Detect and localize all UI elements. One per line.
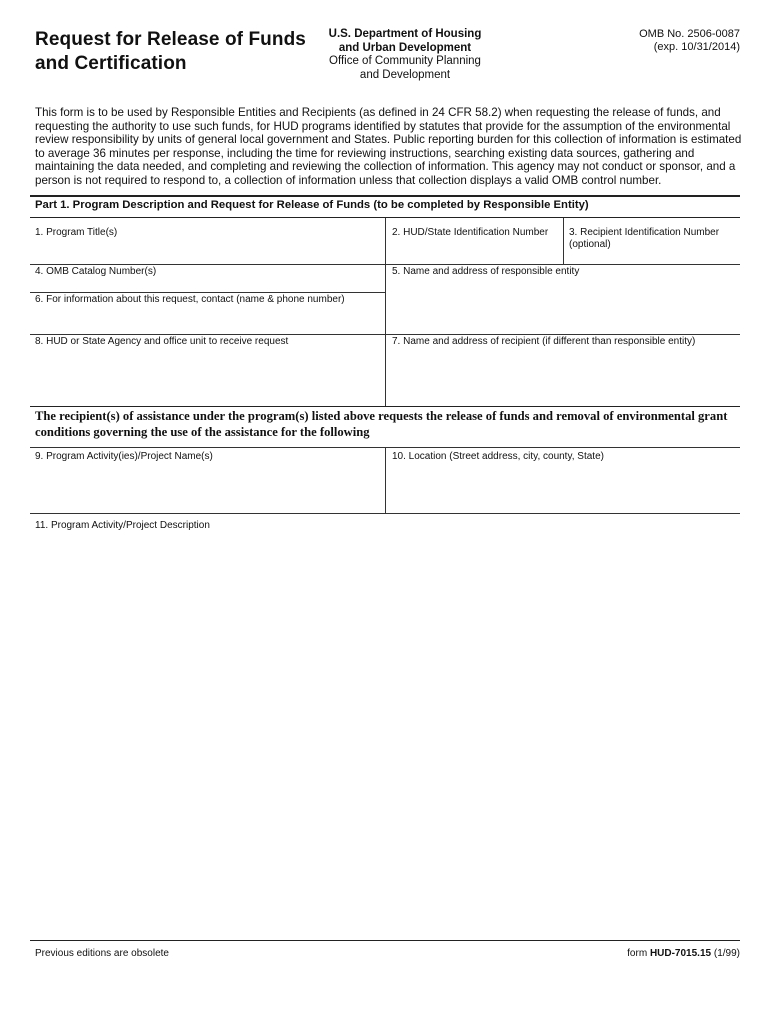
omb-catalog-field[interactable] <box>31 278 384 291</box>
field-11-label: 11. Program Activity/Project Description <box>35 520 210 531</box>
field-3-label-line1: 3. Recipient Identification Number <box>569 227 720 238</box>
field-3-label-line2: (optional) <box>569 239 611 250</box>
part1-heading: Part 1. Program Description and Request for Release of Funds (to be completed by Responsible Entity) <box>35 199 589 211</box>
project-description-field[interactable] <box>31 535 739 939</box>
footer-rule <box>30 940 740 941</box>
responsible-entity-field[interactable] <box>386 280 739 333</box>
recipient-address-field[interactable] <box>386 350 739 405</box>
contact-field[interactable] <box>31 307 384 333</box>
agency-line-3: Office of Community Planning <box>329 55 481 67</box>
agency-block <box>305 28 505 82</box>
hud-state-id-field[interactable] <box>386 240 562 263</box>
field-8-label: 8. HUD or State Agency and office unit to receive request <box>35 336 289 347</box>
omb-number: OMB No. 2506-0087 <box>639 28 740 40</box>
intro-paragraph: This form is to be used by Responsible Entities and Recipients (as defined in 24 CFR 58.2) when requesting the release of funds, and requesting the authority to use such funds, for HUD programs identified by statutes that provide for the assumption of the environmental review responsibility by units of general local government and States. Public reporting burden for this collection of information is estimated to average 36 minutes per response, including the time for reviewing instructions, searching existing data sources, gathering and maintaining the data needed, and completing and reviewing the collection of information. This agency may not conduct or sponsor, and a person is not required to respond to, a collection of information unless that collection displays a valid OMB control number. <box>35 106 742 187</box>
agency-line-2: and Urban Development <box>338 41 472 54</box>
field-10-label: 10. Location (Street address, city, county, State) <box>392 451 604 462</box>
footer-obsolete-note: Previous editions are obsolete <box>35 948 169 959</box>
field-1-label: 1. Program Title(s) <box>35 227 118 238</box>
field-4-label: 4. OMB Catalog Number(s) <box>35 266 157 277</box>
program-title-field[interactable] <box>31 240 384 263</box>
part1-top-rule <box>30 195 740 197</box>
form-title <box>35 28 306 76</box>
footer-form-date: (1/99) <box>711 948 740 959</box>
field-7-label: 7. Name and address of recipient (if different than responsible entity) <box>392 336 696 347</box>
omb-block <box>600 28 740 54</box>
row-divider <box>30 292 385 293</box>
hud-agency-field[interactable] <box>31 350 384 405</box>
omb-expiration: (exp. 10/31/2014) <box>653 41 740 53</box>
field-9-label: 9. Program Activity(ies)/Project Name(s) <box>35 451 213 462</box>
program-activity-name-field[interactable] <box>31 465 384 512</box>
agency-line-4: and Development <box>359 68 451 81</box>
title-line-2: and Certification <box>35 53 187 74</box>
recipient-statement: The recipient(s) of assistance under the program(s) listed above requests the release of funds and removal of environmental grant conditions governing the use of the assistance for the following <box>35 409 728 439</box>
field-2-label: 2. HUD/State Identification Number <box>392 227 549 238</box>
location-field[interactable] <box>386 465 739 512</box>
field-6-label: 6. For information about this request, contact (name & phone number) <box>35 294 345 305</box>
footer-form-number: HUD-7015.15 <box>649 948 712 959</box>
footer-form-id <box>627 948 740 959</box>
footer-form-prefix: form <box>627 948 650 959</box>
row-divider <box>30 513 740 514</box>
field-5-label: 5. Name and address of responsible entity <box>392 266 580 277</box>
field-3-label <box>569 227 719 251</box>
title-line-1: Request for Release of Funds <box>35 29 306 50</box>
agency-line-1: U.S. Department of Housing <box>328 28 482 40</box>
recipient-id-field[interactable] <box>564 251 739 263</box>
